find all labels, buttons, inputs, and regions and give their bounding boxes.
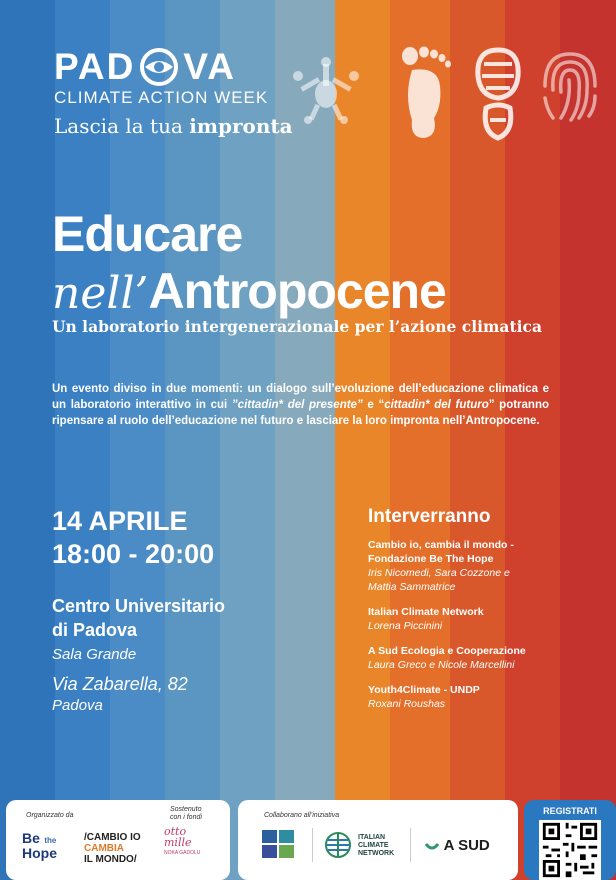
- foot-print-icon: [398, 46, 454, 142]
- event-datetime: [52, 505, 214, 571]
- divider: [410, 828, 411, 862]
- bth-hope: Hope: [22, 845, 57, 861]
- event-time: 18:00 - 20:00: [52, 539, 215, 569]
- desc-emphasis-1: ”cittadin* del presente”: [231, 399, 363, 411]
- desc-part2: e “: [362, 399, 385, 411]
- bth-be: Be: [22, 830, 40, 846]
- event-date: 14 APRILE: [52, 506, 188, 536]
- cim-line1: /CAMBIO IO: [84, 832, 141, 843]
- icn-line3: NETWORK: [358, 850, 395, 857]
- icn-line2: CLIMATE: [358, 842, 389, 849]
- shoe-print-icon: [470, 46, 526, 142]
- cambio-io-logo: [84, 832, 141, 865]
- speakers-title: Interverranno: [368, 506, 491, 527]
- collab-label: Collaborano all’iniziativa: [264, 812, 340, 819]
- venue-room: Sala Grande: [52, 646, 137, 663]
- icn-logo-text: [358, 834, 394, 858]
- frog-print-icon: [286, 46, 366, 126]
- otto-line1: otto: [164, 825, 187, 838]
- a-sud-text: A SUD: [443, 837, 490, 854]
- speaker-item: [368, 644, 578, 672]
- speaker-names: Laura Greco e Nicole Marcellini: [368, 659, 515, 671]
- desc-emphasis-2: cittadin* del futuro: [384, 399, 489, 411]
- otto-per-mille-logo: [164, 826, 192, 848]
- subtitle: Un laboratorio intergenerazionale per l’azione climatica: [52, 317, 542, 336]
- tagline-regular: Lascia la tua: [54, 114, 183, 138]
- register-label[interactable]: REGISTRATI: [543, 806, 597, 816]
- venue-line1: Centro Universitario: [52, 596, 226, 616]
- speaker-names: Iris Nicomedi, Sara Cozzone e: [368, 567, 510, 579]
- speaker-org: Youth4Climate - UNDP: [368, 684, 480, 696]
- venue-line2: di Padova: [52, 620, 138, 640]
- padova-logo: [54, 46, 236, 88]
- speaker-item: [368, 605, 578, 633]
- speaker-org: A Sud Ecologia e Cooperazione: [368, 645, 526, 657]
- a-sud-logo: [424, 837, 490, 854]
- otto-caption: NOKA GADOLU: [164, 850, 201, 856]
- event-description: [52, 381, 549, 429]
- title-italic: nell’: [52, 268, 149, 319]
- speaker-org: Cambio io, cambia il mondo -: [368, 539, 514, 551]
- venue-city: Padova: [52, 697, 103, 714]
- desc-part1: Un evento diviso in due momenti: un dialogo sull’evoluzione dell’educazione climatica e un laboratorio interattivo in cui: [52, 383, 549, 411]
- tagline: [54, 114, 293, 138]
- speaker-item: [368, 538, 578, 594]
- speaker-names: Roxani Roushas: [368, 698, 446, 710]
- support-label: Sostenuto: [170, 806, 202, 813]
- be-the-hope-logo: [22, 832, 57, 860]
- speaker-names: Lorena Piccinini: [368, 620, 443, 632]
- event-series: CLIMATE ACTION WEEK: [54, 88, 269, 107]
- support-label: con i fondi: [170, 814, 202, 821]
- eye-globe-icon: [139, 47, 179, 87]
- speaker-item: [368, 683, 578, 711]
- organized-label: Organizzato da: [26, 812, 74, 819]
- divider: [312, 828, 313, 862]
- speaker-org: Italian Climate Network: [368, 606, 484, 618]
- desc-part3: ” potranno ripensare al ruolo dell’educazione nel futuro e lasciare la loro impronta nell’Antropocene.: [52, 399, 549, 427]
- cim-line2: CAMBIA: [84, 843, 124, 854]
- youth4climate-logo-icon: [262, 830, 296, 860]
- qr-code-icon[interactable]: [539, 820, 601, 880]
- event-venue: [52, 594, 225, 642]
- speaker-org: Fondazione Be The Hope: [368, 553, 494, 565]
- title-bold: Antropocene: [148, 263, 446, 319]
- main-title: Educare: [52, 206, 243, 262]
- icn-globe-icon: [324, 830, 352, 860]
- cim-line3: IL MONDO/: [84, 854, 137, 865]
- venue-address: Via Zabarella, 82: [52, 674, 188, 694]
- main-title-line2: [52, 262, 446, 320]
- otto-line2: mille: [164, 836, 192, 849]
- icn-line1: ITALIAN: [358, 834, 386, 841]
- tagline-bold: impronta: [189, 114, 293, 138]
- logo-text-left: PAD: [54, 46, 136, 87]
- logo-text-right: VA: [183, 46, 237, 87]
- speaker-names: Mattia Sammatrice: [368, 581, 456, 593]
- fingerprint-icon: [535, 46, 605, 126]
- a-sud-arc-icon: [424, 840, 440, 852]
- bth-the: the: [44, 836, 57, 845]
- register-card[interactable]: [524, 800, 616, 880]
- speakers-list: [368, 538, 578, 722]
